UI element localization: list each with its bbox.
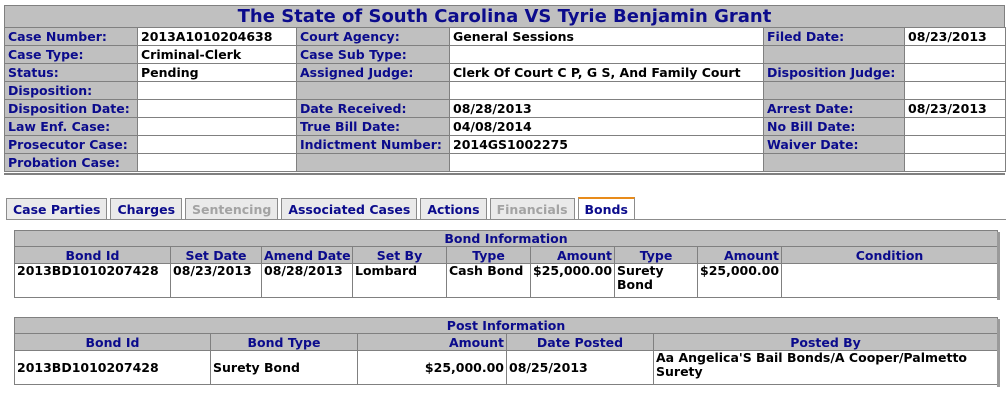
bond-information-caption: Bond Information xyxy=(15,231,998,247)
tab-charges[interactable]: Charges xyxy=(110,198,182,219)
arrest-date-label: Arrest Date: xyxy=(764,100,905,118)
case-title: The State of South Carolina VS Tyrie Benjamin Grant xyxy=(4,5,1005,28)
disposition-date-label: Disposition Date: xyxy=(5,100,138,118)
disposition-judge-value xyxy=(905,64,1006,82)
empty-cell xyxy=(905,46,1006,64)
column-header: Set Date xyxy=(171,247,262,264)
empty-cell xyxy=(764,46,905,64)
true-bill-date-label: True Bill Date: xyxy=(297,118,450,136)
tab-case-parties[interactable]: Case Parties xyxy=(6,198,107,219)
assigned-judge-value: Clerk Of Court C P, G S, And Family Court xyxy=(450,64,764,82)
empty-cell xyxy=(764,154,905,172)
assigned-judge-label: Assigned Judge: xyxy=(297,64,450,82)
column-header: Bond Id xyxy=(15,247,171,264)
posted-by-cell: Aa Angelica'S Bail Bonds/A Cooper/Palmetto Surety xyxy=(654,351,998,385)
table-shadow xyxy=(997,232,1000,300)
amend-date-cell: 08/28/2013 xyxy=(262,264,353,298)
column-header: Set By xyxy=(353,247,447,264)
tab-sentencing[interactable]: Sentencing xyxy=(185,198,278,219)
filed-date-label: Filed Date: xyxy=(764,28,905,46)
date-posted-cell: 08/25/2013 xyxy=(507,351,654,385)
tab-panel-border xyxy=(6,219,1006,220)
case-details-frame xyxy=(3,0,1006,402)
empty-cell xyxy=(764,82,905,100)
probation-case-value xyxy=(138,154,297,172)
type-cell: Surety Bond xyxy=(615,264,698,298)
probation-case-label: Probation Case: xyxy=(5,154,138,172)
amount-cell: $25,000.00 xyxy=(358,351,507,385)
case-tabs xyxy=(6,198,635,220)
column-header: Amount xyxy=(358,334,507,351)
case-sub-type-label: Case Sub Type: xyxy=(297,46,450,64)
waiver-date-value xyxy=(905,136,1006,154)
disposition-value xyxy=(138,82,297,100)
indictment-number-value: 2014GS1002275 xyxy=(450,136,764,154)
case-number-value: 2013A1010204638 xyxy=(138,28,297,46)
amount-cell: $25,000.00 xyxy=(698,264,782,298)
bond-id-cell: 2013BD1010207428 xyxy=(15,351,211,385)
law-enf-case-label: Law Enf. Case: xyxy=(5,118,138,136)
disposition-judge-label: Disposition Judge: xyxy=(764,64,905,82)
empty-cell xyxy=(297,82,450,100)
column-header: Type xyxy=(615,247,698,264)
amount-cell: $25,000.00 xyxy=(531,264,615,298)
case-type-label: Case Type: xyxy=(5,46,138,64)
column-header: Amount xyxy=(531,247,615,264)
empty-cell xyxy=(450,154,764,172)
filed-date-value: 08/23/2013 xyxy=(905,28,1006,46)
true-bill-date-value: 04/08/2014 xyxy=(450,118,764,136)
bond-information-table xyxy=(14,230,998,298)
empty-cell xyxy=(905,82,1006,100)
column-header: Type xyxy=(447,247,531,264)
set-by-cell: Lombard xyxy=(353,264,447,298)
prosecutor-case-label: Prosecutor Case: xyxy=(5,136,138,154)
date-received-label: Date Received: xyxy=(297,100,450,118)
bond-id-cell: 2013BD1010207428 xyxy=(15,264,171,298)
waiver-date-label: Waiver Date: xyxy=(764,136,905,154)
table-row xyxy=(15,264,998,298)
court-agency-value: General Sessions xyxy=(450,28,764,46)
column-header: Bond Id xyxy=(15,334,211,351)
tab-bonds[interactable]: Bonds xyxy=(578,197,635,220)
tab-actions[interactable]: Actions xyxy=(420,198,486,219)
empty-cell xyxy=(450,82,764,100)
table-shadow xyxy=(997,319,1000,387)
column-header: Amount xyxy=(698,247,782,264)
case-sub-type-value xyxy=(450,46,764,64)
bond-type-cell: Surety Bond xyxy=(211,351,358,385)
column-header: Posted By xyxy=(654,334,998,351)
post-information-caption: Post Information xyxy=(15,318,998,334)
empty-cell xyxy=(905,154,1006,172)
tab-associated-cases[interactable]: Associated Cases xyxy=(281,198,417,219)
disposition-date-value xyxy=(138,100,297,118)
no-bill-date-label: No Bill Date: xyxy=(764,118,905,136)
date-received-value: 08/28/2013 xyxy=(450,100,764,118)
table-row xyxy=(15,351,998,385)
case-number-label: Case Number: xyxy=(5,28,138,46)
column-header: Bond Type xyxy=(211,334,358,351)
post-information-table xyxy=(14,317,998,385)
empty-cell xyxy=(297,154,450,172)
law-enf-case-value xyxy=(138,118,297,136)
type-cell: Cash Bond xyxy=(447,264,531,298)
divider xyxy=(4,173,1005,175)
column-header: Date Posted xyxy=(507,334,654,351)
column-header: Amend Date xyxy=(262,247,353,264)
court-agency-label: Court Agency: xyxy=(297,28,450,46)
indictment-number-label: Indictment Number: xyxy=(297,136,450,154)
status-label: Status: xyxy=(5,64,138,82)
column-header: Condition xyxy=(782,247,998,264)
case-info-grid xyxy=(4,27,1006,172)
status-value: Pending xyxy=(138,64,297,82)
arrest-date-value: 08/23/2013 xyxy=(905,100,1006,118)
no-bill-date-value xyxy=(905,118,1006,136)
case-type-value: Criminal-Clerk xyxy=(138,46,297,64)
prosecutor-case-value xyxy=(138,136,297,154)
set-date-cell: 08/23/2013 xyxy=(171,264,262,298)
disposition-label: Disposition: xyxy=(5,82,138,100)
condition-cell xyxy=(782,264,998,298)
tab-financials[interactable]: Financials xyxy=(490,198,575,219)
